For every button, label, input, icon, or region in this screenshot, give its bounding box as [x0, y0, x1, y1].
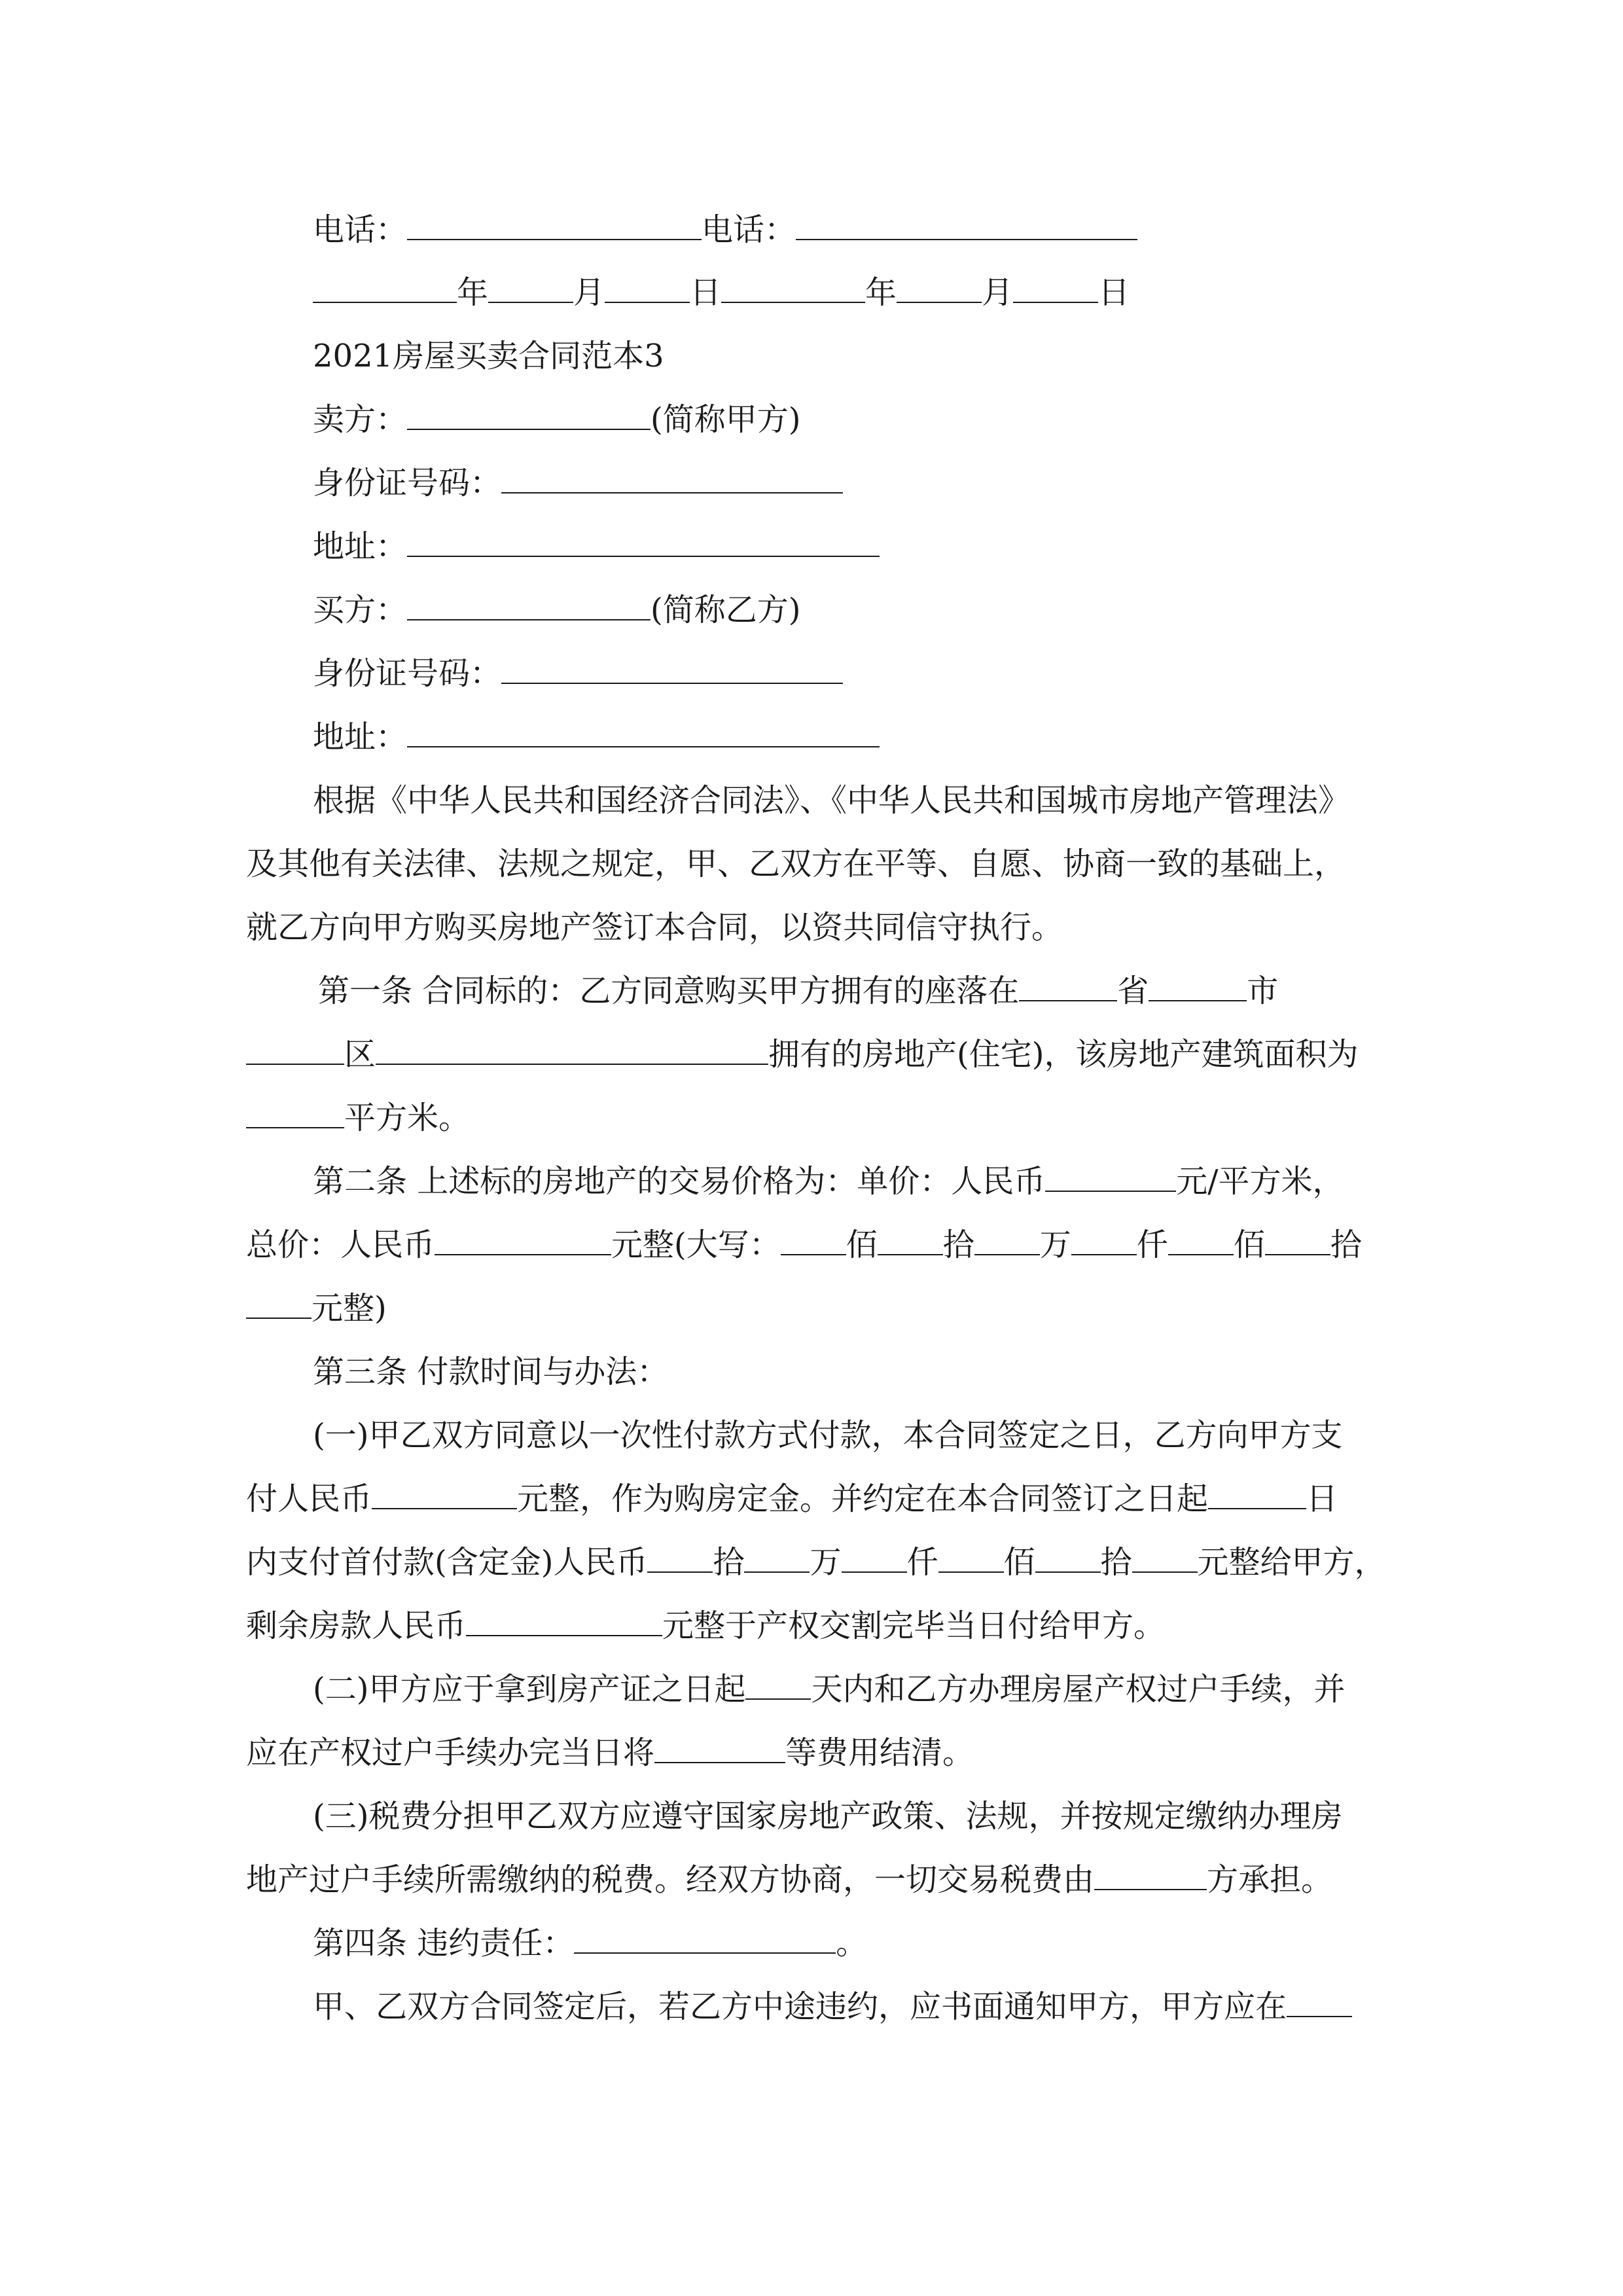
blank-year-a [313, 273, 457, 303]
article-1-line-1 [318, 971, 1278, 1011]
buyer-address-label: 地址： [313, 719, 408, 755]
blank-phone-b [796, 210, 1137, 240]
year-label-a: 年 [457, 274, 489, 311]
article-3-s2-line-1 [313, 1670, 1345, 1709]
settle-text-a: 应在产权过户手续办完当日将 [246, 1734, 655, 1771]
blank-transfer-days [745, 1670, 811, 1700]
blank-dp-5 [1035, 1543, 1101, 1573]
tax-text-b: 方承担。 [1207, 1861, 1333, 1898]
tax-text-a: 地产过户手续所需缴纳的税费。经双方协商，一切交易税费由 [246, 1861, 1095, 1898]
blank-buyer [407, 590, 651, 620]
seller-line [313, 400, 800, 439]
article-3-s1-line-1: (一)甲乙双方同意以一次性付款方式付款，本合同签定之日，乙方向甲方支 [313, 1417, 1343, 1454]
article-3-s2-line-2 [246, 1733, 974, 1772]
settle-text-b: 等费用结清。 [785, 1734, 974, 1771]
blank-month-b [897, 273, 982, 303]
total-capital-label: 元整(大写： [611, 1227, 781, 1263]
buyer-id-line [313, 654, 843, 693]
blank-cap-1 [781, 1225, 846, 1255]
dp-unit-shi-2: 拾 [1100, 1544, 1132, 1581]
article-2-line-2 [246, 1225, 1362, 1265]
seller-address-label: 地址： [313, 528, 408, 565]
blank-month-a [488, 273, 573, 303]
blank-notice [1287, 1987, 1352, 2017]
cap-unit-wan: 万 [1039, 1227, 1071, 1263]
intro-line-2: 及其他有关法律、法规之规定，甲、乙双方在平等、自愿、协商一致的基础上， [246, 846, 1346, 882]
seller-id-line [313, 463, 843, 503]
balance-label: 剩余房款人民币 [246, 1607, 467, 1644]
article-4-line-1 [313, 1987, 1352, 2026]
blank-cap-4 [1071, 1225, 1137, 1255]
intro-line-3: 就乙方向甲方购买房地产签订本合同，以资共同信守执行。 [246, 909, 1063, 946]
article-4-text: 甲、乙双方合同签定后，若乙方中途违约，应书面通知甲方，甲方应在 [313, 1988, 1287, 2025]
article-3-title: 第三条 付款时间与办法： [313, 1354, 669, 1390]
blank-cap-2 [878, 1225, 943, 1255]
blank-days [1208, 1479, 1306, 1509]
blank-phone-a [407, 210, 702, 240]
cap-unit-qian: 仟 [1136, 1227, 1168, 1263]
intro-line-1: 根据《中华人民共和国经济合同法》、《中华人民共和国城市房地产管理法》 [313, 782, 1350, 819]
day-label-b: 日 [1098, 274, 1130, 311]
article-1-text: 第一条 合同标的：乙方同意购买甲方拥有的座落在 [318, 973, 1020, 1009]
transfer-text-b: 天内和乙方办理房屋产权过户手续，并 [811, 1671, 1346, 1708]
balance-text: 元整于产权交割完毕当日付给甲方。 [662, 1607, 1166, 1644]
blank-deposit [372, 1479, 517, 1509]
blank-city [1149, 971, 1247, 1001]
seller-id-label: 身份证号码： [313, 465, 502, 501]
buyer-suffix: (简称乙方) [651, 592, 801, 628]
total-price-label: 总价：人民币 [246, 1227, 435, 1263]
blank-day-b [1013, 273, 1098, 303]
buyer-label: 买方： [313, 592, 408, 628]
document-title: 2021房屋买卖合同范本3 [313, 338, 664, 374]
blank-seller-address [407, 527, 880, 557]
cap-end: 元整) [312, 1290, 387, 1327]
blank-cap-7 [246, 1289, 312, 1319]
article-2-line-1 [313, 1162, 1344, 1201]
blank-cap-5 [1168, 1225, 1234, 1255]
dp-unit-bai: 佰 [1003, 1544, 1035, 1581]
cap-unit-shi: 拾 [942, 1227, 974, 1263]
seller-address-line [313, 527, 880, 566]
buyer-id-label: 身份证号码： [313, 655, 502, 692]
district-label: 区 [344, 1036, 376, 1073]
blank-fees [654, 1733, 785, 1763]
blank-total-price [435, 1225, 611, 1255]
blank-dp-4 [938, 1543, 1004, 1573]
blank-balance [466, 1606, 662, 1636]
dp-unit-shi: 拾 [713, 1544, 745, 1581]
phone-label-a: 电话： [313, 211, 408, 248]
blank-dp-1 [647, 1543, 713, 1573]
blank-dp-2 [744, 1543, 810, 1573]
article-3-s1-line-2 [246, 1479, 1338, 1518]
city-label: 市 [1247, 973, 1279, 1009]
dp-unit-wan: 万 [810, 1544, 842, 1581]
buyer-line [313, 590, 800, 630]
province-label: 省 [1117, 973, 1149, 1009]
blank-area [246, 1098, 344, 1128]
blank-dp-3 [842, 1543, 907, 1573]
blank-seller-id [501, 463, 843, 493]
article-4-title: 第四条 违约责任： [313, 1925, 575, 1962]
dp-unit-qian: 仟 [906, 1544, 938, 1581]
article-2-line-3 [246, 1289, 387, 1328]
area-unit: 平方米。 [344, 1100, 471, 1136]
article-1-line-3 [246, 1098, 470, 1138]
seller-label: 卖方： [313, 401, 408, 438]
blank-liability [574, 1924, 836, 1954]
cap-unit-shi-2: 拾 [1330, 1227, 1362, 1263]
article-4-title-line [313, 1924, 867, 1963]
article-2-text: 第二条 上述标的房地产的交易价格为：单价：人民币 [313, 1163, 1046, 1200]
article-1-line-2 [246, 1035, 1358, 1074]
deposit-text: 元整，作为购房定金。并约定在本合同签订之日起 [517, 1480, 1209, 1517]
dp-end: 元整给甲方， [1197, 1544, 1386, 1581]
blank-dp-6 [1132, 1543, 1198, 1573]
blank-day-a [605, 273, 690, 303]
deposit-label: 付人民币 [246, 1480, 372, 1517]
blank-unit-price [1045, 1162, 1176, 1192]
article-4-end: 。 [836, 1925, 868, 1962]
month-label-b: 月 [982, 274, 1014, 311]
phone-line [313, 210, 1137, 249]
article-3-s1-line-4 [246, 1606, 1165, 1645]
blank-buyer-address [407, 717, 880, 747]
blank-buyer-id [501, 654, 843, 684]
article-3-s3-line-2 [246, 1860, 1332, 1899]
article-3-s3-line-1: (三)税费分担甲乙双方应遵守国家房地产政策、法规，并按规定缴纳办理房 [313, 1798, 1343, 1835]
blank-tax-party [1094, 1860, 1207, 1890]
blank-province [1019, 971, 1117, 1001]
cap-unit-bai-2: 佰 [1233, 1227, 1265, 1263]
year-label-b: 年 [865, 274, 897, 311]
unit-price-label: 元/平方米， [1176, 1163, 1344, 1200]
blank-seller [407, 400, 651, 430]
date-line [313, 273, 1130, 312]
article-1-property: 拥有的房地产(住宅)，该房地产建筑面积为 [768, 1036, 1359, 1073]
cap-unit-bai: 佰 [846, 1227, 878, 1263]
transfer-text-a: (二)甲方应于拿到房产证之日起 [313, 1671, 746, 1708]
blank-year-b [721, 273, 865, 303]
buyer-address-line [313, 717, 880, 757]
blank-location [376, 1035, 768, 1065]
down-payment-label: 内支付首付款(含定金)人民币 [246, 1544, 648, 1581]
seller-suffix: (简称甲方) [651, 401, 801, 438]
article-3-s1-line-3 [246, 1543, 1386, 1582]
days-label: 日 [1306, 1480, 1338, 1517]
month-label-a: 月 [573, 274, 605, 311]
blank-cap-6 [1265, 1225, 1330, 1255]
blank-cap-3 [974, 1225, 1040, 1255]
blank-district [246, 1035, 344, 1065]
day-label-a: 日 [690, 274, 722, 311]
phone-label-b: 电话： [702, 211, 796, 248]
